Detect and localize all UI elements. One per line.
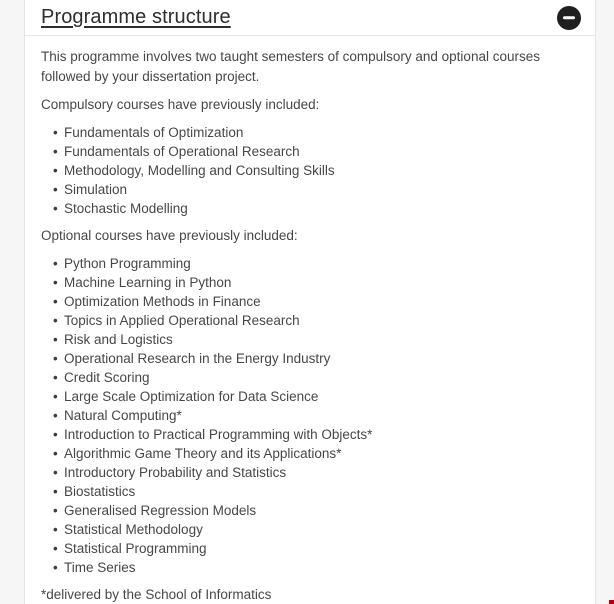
list-item: • Fundamentals of Operational Research [41, 142, 579, 161]
list-item: • Natural Computing* [41, 406, 579, 425]
panel-title-link[interactable]: Programme structure [41, 6, 231, 28]
list-item: • Statistical Methodology [41, 520, 579, 539]
optional-course-list [41, 254, 579, 577]
list-item: • Risk and Logistics [41, 330, 579, 349]
list-item: • Machine Learning in Python [41, 273, 579, 292]
optional-heading: Optional courses have previously included: [41, 228, 298, 243]
list-item: • Statistical Programming [41, 539, 579, 558]
list-item: • Credit Scoring [41, 368, 579, 387]
intro-paragraph: This programme involves two taught semesters of compulsory and optional courses followed by your dissertation project. [41, 49, 540, 84]
list-item: • Python Programming [41, 254, 579, 273]
accordion-header[interactable] [25, 0, 595, 36]
list-item: • Large Scale Optimization for Data Science [41, 387, 579, 406]
list-item: • Simulation [41, 180, 579, 199]
list-item: • Algorithmic Game Theory and its Applications* [41, 444, 579, 463]
list-item: • Operational Research in the Energy Industry [41, 349, 579, 368]
compulsory-heading: Compulsory courses have previously included: [41, 97, 320, 112]
collapse-button[interactable] [557, 6, 581, 30]
list-item: • Optimization Methods in Finance [41, 292, 579, 311]
list-item: • Time Series [41, 558, 579, 577]
list-item: • Biostatistics [41, 482, 579, 501]
list-item: • Methodology, Modelling and Consulting Skills [41, 161, 579, 180]
list-item: • Topics in Applied Operational Research [41, 311, 579, 330]
list-item: • Fundamentals of Optimization [41, 123, 579, 142]
list-item: • Generalised Regression Models [41, 501, 579, 520]
minus-icon [563, 16, 575, 20]
footnote-text: *delivered by the School of Informatics [41, 587, 272, 602]
programme-structure-panel [24, 0, 596, 604]
list-item: • Introductory Probability and Statistics [41, 463, 579, 482]
accordion-body [25, 36, 595, 604]
list-item: • Introduction to Practical Programming with Objects* [41, 425, 579, 444]
list-item: • Stochastic Modelling [41, 199, 579, 218]
cropped-red-element-fragment [609, 600, 614, 604]
compulsory-course-list [41, 123, 579, 218]
